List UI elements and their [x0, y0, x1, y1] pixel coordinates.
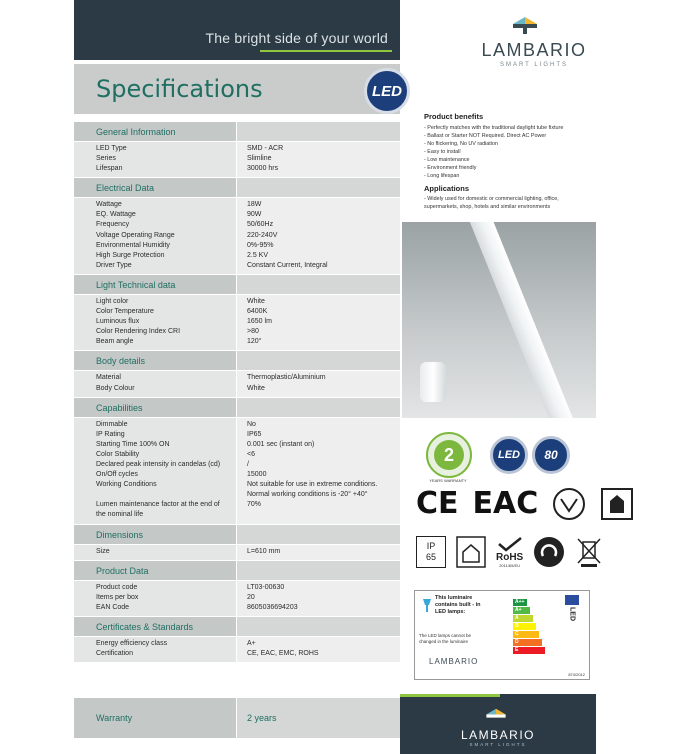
spec-value: CE, EAC, EMC, ROHS [247, 650, 319, 657]
lamp-icon [421, 597, 433, 613]
logo-sub: SMART LIGHTS [499, 62, 569, 68]
section-heading-spacer [236, 351, 400, 370]
spec-value: 2.5 KV [247, 251, 269, 259]
energy-class-bar: A [513, 615, 533, 622]
ip-label: IP [426, 541, 436, 551]
application-line: - Widely used for domestic or commercial lighting, office, [424, 196, 559, 202]
cri-badge: 80 [532, 436, 570, 474]
spec-label: Wattage [96, 201, 122, 209]
section-header [74, 351, 400, 371]
title-band [74, 64, 400, 114]
recycle-icon [533, 536, 565, 568]
spec-label: the nominal life [96, 511, 144, 519]
benefit-item: - No flickering, No UV radiation [424, 141, 499, 147]
spec-value: Thermoplastic/Aluminium [247, 374, 326, 382]
spec-value: 90W [247, 211, 262, 219]
section-heading: Dimensions [74, 525, 236, 544]
label-column [74, 418, 236, 524]
spec-label: EAN Code [96, 603, 130, 611]
energy-note-line1: The LED lamps cannot be [419, 633, 472, 638]
energy-label-text [435, 595, 481, 616]
page-title: Specifications [96, 75, 263, 103]
benefits-title: Product benefits [424, 112, 484, 121]
warranty-row [74, 698, 400, 738]
section-heading-spacer [236, 398, 400, 417]
benefit-item: - Ballast or Starter NOT Required. Direct AC Power [424, 133, 547, 139]
section-header [74, 122, 400, 142]
value-column [236, 581, 400, 616]
spec-label: High Surge Protection [96, 251, 165, 259]
warranty-value: 2 years [236, 698, 400, 738]
spec-value: 30000 hrs [247, 165, 279, 173]
section-heading: Certificates & Standards [74, 617, 236, 636]
section-heading: Product Data [74, 561, 236, 580]
spec-label: IP Rating [96, 430, 125, 438]
section-body [74, 371, 400, 396]
spec-label: LED Type [96, 145, 127, 152]
spec-label: Energy efficiency class [96, 639, 168, 647]
led-badge: LED [490, 436, 528, 474]
benefit-item: - Environment friendly [424, 165, 477, 171]
value-column [236, 545, 400, 560]
led-title-badge: LED [364, 68, 410, 114]
section-heading-spacer [236, 617, 400, 636]
section-body [74, 637, 400, 662]
spec-value: Normal working conditions is -20° +40° [247, 491, 368, 499]
label-column [74, 371, 236, 396]
benefit-item: - Perfectly matches with the traditional daylight tube fixture [424, 125, 564, 131]
section-body [74, 545, 400, 560]
warranty-badge [426, 432, 472, 478]
spec-label: Color Stability [96, 450, 140, 458]
cert-row [416, 486, 634, 522]
energy-label-logo: LAMBARIO [429, 657, 479, 666]
spec-value [247, 510, 400, 520]
section-heading-spacer [236, 275, 400, 294]
energy-label-regulation: 874/2012 [568, 672, 585, 677]
energy-label-line3: LED lamps: [435, 609, 466, 615]
spec-value: White [247, 384, 265, 392]
section-heading: Body details [74, 351, 236, 370]
spec-label: Color Temperature [96, 308, 154, 316]
spec-value: 220-240V [247, 231, 278, 239]
value-column [236, 418, 400, 524]
spec-value: 0%-95% [247, 241, 274, 249]
section-heading: Capabilities [74, 398, 236, 417]
spec-label: On/Off cycles [96, 471, 138, 479]
led-tube-image [446, 222, 579, 418]
spec-value: SMD - ACR [247, 145, 284, 152]
universal-mount-icon [552, 487, 586, 521]
value-column [236, 371, 400, 396]
benefits-column [424, 112, 610, 211]
spec-label: Light color [96, 297, 129, 305]
section-gap [74, 662, 400, 663]
spec-value: 20 [247, 593, 255, 601]
spec-value: 50/60Hz [247, 221, 274, 229]
indoor-use-icon [600, 487, 634, 521]
spec-label: EQ. Wattage [96, 211, 136, 219]
spec-label: Dimmable [96, 420, 128, 428]
logo-mark-icon [510, 14, 540, 38]
spec-value: White [247, 297, 265, 305]
energy-label-led-text: LED [568, 607, 576, 621]
section-heading-spacer [236, 178, 400, 197]
energy-label [414, 590, 590, 680]
footer-accent-line [400, 694, 500, 697]
section-body [74, 142, 400, 177]
spec-label: Material [96, 374, 121, 382]
benefit-item: - Long lifespan [424, 173, 460, 179]
lambario-logo [474, 14, 594, 74]
spec-value: 6400K [247, 308, 268, 316]
section-header [74, 178, 400, 198]
spec-label: Starting Time 100% ON [96, 440, 170, 448]
spec-label: Frequency [96, 221, 130, 229]
footer-logo-sub: SMART LIGHTS [469, 742, 527, 747]
spec-label: Size [96, 547, 110, 555]
value-column [236, 295, 400, 350]
spec-value: 18W [247, 201, 262, 209]
spec-label: Series [96, 155, 116, 163]
rohs-label: RoHS [496, 552, 524, 563]
logo-name: LAMBARIO [481, 40, 587, 60]
section-body [74, 418, 400, 524]
application-line: supermarkets, shop, hotels and similar environments [424, 204, 551, 210]
spec-value: <6 [247, 450, 255, 458]
benefits-list [424, 124, 610, 180]
spec-label: Color Rendering Index CRI [96, 328, 181, 336]
benefit-item: - Easy to install [424, 149, 461, 155]
section-header [74, 398, 400, 418]
energy-class-bar: D [513, 639, 542, 646]
energy-label-line2: contains built - in [435, 602, 481, 608]
spec-label: Product code [96, 583, 138, 591]
spec-value: 70% [247, 501, 262, 509]
tagline: The bright side of your world [205, 30, 388, 46]
spec-value: 15000 [247, 471, 267, 479]
energy-label-side [561, 595, 583, 621]
ip65-icon [416, 536, 446, 568]
tagline-underline [260, 50, 392, 52]
applications-list [424, 195, 610, 211]
energy-class-bar: C [513, 631, 539, 638]
header-band [74, 0, 400, 60]
spec-label: Lifespan [96, 165, 123, 173]
energy-label-line1: This luminaire [435, 595, 473, 601]
spec-value: A+ [247, 639, 256, 647]
section-heading: Electrical Data [74, 178, 236, 197]
rohs-check-icon [497, 536, 523, 552]
label-column [74, 637, 236, 662]
product-photo [402, 222, 596, 418]
energy-label-led [561, 607, 583, 621]
value-column [236, 198, 400, 274]
spec-value: LT03-00630 [247, 583, 285, 591]
spec-value: 1650 lm [247, 318, 272, 326]
spec-label: Certification [96, 650, 133, 657]
applications-title: Applications [424, 184, 470, 193]
spec-value: >80 [247, 328, 259, 336]
spec-label: Luminous flux [96, 318, 140, 326]
section-header [74, 617, 400, 637]
section-header [74, 525, 400, 545]
spec-value: Not suitable for use in extreme conditions. [247, 481, 378, 489]
value-column [236, 637, 400, 662]
section-header [74, 275, 400, 295]
spec-value: Constant Current, Integral [247, 261, 328, 269]
spec-label: Body Colour [96, 384, 135, 392]
tube-end-cap [420, 362, 446, 402]
eu-flag-icon [565, 595, 579, 605]
spec-label: Environmental Humidity [96, 241, 170, 249]
spec-value: IP65 [247, 430, 262, 438]
value-column [236, 142, 400, 177]
spec-value: L=610 mm [247, 547, 281, 555]
section-body [74, 198, 400, 274]
section-body [74, 295, 400, 350]
label-column [74, 545, 236, 560]
symbol-row [416, 536, 603, 568]
ip-number: 65 [425, 552, 436, 562]
spec-label: Driver Type [96, 261, 132, 269]
spec-label: Declared peak intensity in candelas (cd) [96, 460, 221, 468]
section-heading-spacer [236, 561, 400, 580]
footer-band [400, 694, 596, 754]
energy-class-bar: A++ [513, 599, 527, 606]
warranty-years: 2 [434, 440, 464, 470]
label-column [74, 198, 236, 274]
spec-value: No [247, 420, 256, 428]
spec-value: Slimline [247, 155, 272, 163]
label-column [74, 295, 236, 350]
eac-mark: EAC [472, 486, 539, 521]
rohs-mark [496, 536, 523, 568]
energy-note-line2: changed in the luminaire [419, 639, 469, 644]
spec-label: Lumen maintenance factor at the end of [96, 501, 220, 509]
benefit-item: - Low maintenance [424, 157, 470, 163]
spec-value: 8605036694203 [247, 603, 298, 611]
energy-class-bar: E [513, 647, 545, 654]
indoor-house-icon [456, 536, 486, 568]
energy-class-bar: B [513, 623, 536, 630]
energy-class-bars [513, 599, 547, 655]
label-column [74, 581, 236, 616]
weee-bin-icon [575, 536, 603, 568]
spec-label: Working Conditions [96, 481, 157, 489]
ce-mark: CE [416, 486, 459, 521]
footer-logo-name: LAMBARIO [460, 728, 535, 742]
section-body [74, 581, 400, 616]
energy-class-bar: A+ [513, 607, 530, 614]
footer-logo-icon [484, 706, 508, 726]
spec-label: Beam angle [96, 338, 134, 346]
section-heading: Light Technical data [74, 275, 236, 294]
label-column [74, 142, 236, 177]
energy-label-note [419, 633, 471, 645]
rohs-sub: 2011/65/EU [499, 563, 521, 568]
spec-value: / [247, 460, 249, 468]
section-heading-spacer [236, 525, 400, 544]
section-heading: General Information [74, 122, 236, 141]
spec-label: Voltage Operating Range [96, 231, 175, 239]
section-heading-spacer [236, 122, 400, 141]
spec-table [74, 122, 400, 663]
warranty-badge-label: YEARS WARRANTY [429, 478, 467, 483]
spec-value: 0.001 sec (instant on) [247, 440, 315, 448]
spec-label [96, 490, 236, 500]
warranty-label: Warranty [74, 698, 236, 738]
section-header [74, 561, 400, 581]
spec-value: 120° [247, 338, 262, 346]
spec-label: Items per box [96, 593, 139, 601]
